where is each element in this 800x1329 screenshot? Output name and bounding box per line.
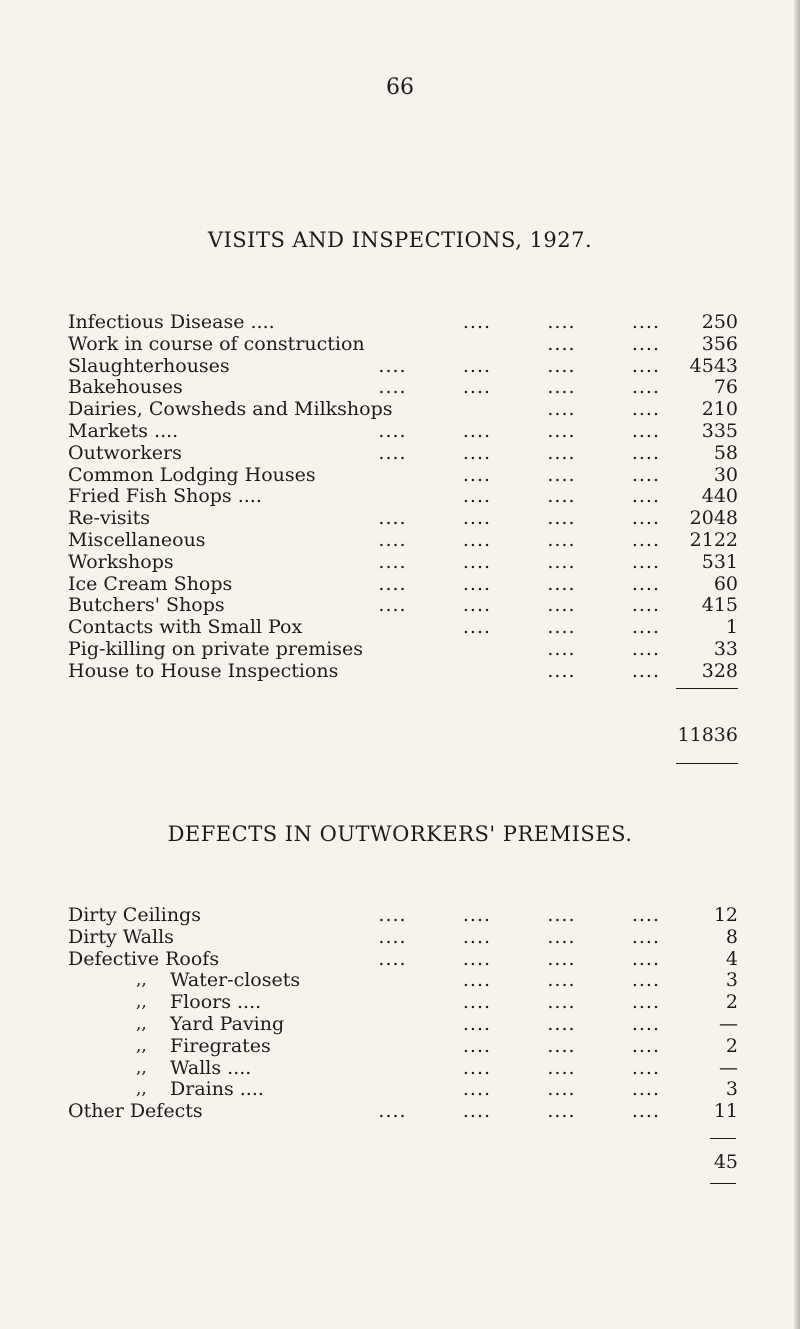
leader-dots: .... .... .... .... (378, 528, 660, 551)
row-label: Pig-killing on private premises (68, 637, 364, 660)
leader-dots: .... .... (547, 332, 660, 355)
leader-dots: .... .... (547, 637, 660, 660)
row-value: 356 (701, 332, 738, 355)
table-row (68, 926, 738, 948)
row-label: House to House Inspections (68, 659, 339, 682)
ditto-mark: ,, (136, 970, 147, 991)
row-value: 2 (725, 1034, 738, 1057)
row-label: Firegrates (170, 1034, 271, 1057)
row-label: Re-visits (68, 507, 150, 530)
row-label: Work in course of construction (68, 332, 365, 355)
ditto-mark: ,, (136, 1079, 147, 1100)
row-value: 4543 (689, 354, 738, 377)
row-value: 58 (713, 441, 738, 464)
row-label: Workshops (68, 550, 174, 573)
visits-total: 11836 (677, 724, 738, 746)
row-value: 1 (725, 616, 738, 639)
table-row (68, 1100, 738, 1122)
leader-dots: .... .... .... .... (378, 572, 660, 595)
table-row (68, 638, 738, 660)
table-row (68, 529, 738, 551)
row-value: 30 (713, 463, 738, 486)
row-label: Yard Paving (170, 1012, 285, 1035)
table-row (68, 948, 738, 970)
row-label: Miscellaneous (68, 528, 206, 551)
leader-dots: .... .... .... .... (378, 550, 660, 573)
row-label: Other Defects (68, 1100, 203, 1123)
leader-dots: .... .... .... .... (378, 376, 660, 399)
row-value: 4 (725, 947, 738, 970)
table-row (68, 616, 738, 638)
table-row (68, 464, 738, 486)
row-value: 12 (713, 904, 738, 926)
row-label: Drains .... (170, 1078, 264, 1101)
row-value: 2048 (689, 507, 738, 530)
row-label: Ice Cream Shops (68, 572, 233, 595)
leader-dots: .... .... .... (462, 485, 660, 508)
table-row (68, 398, 738, 420)
visits-total-rule-top (676, 688, 738, 689)
defects-table (68, 904, 738, 1122)
ditto-mark: ,, (136, 1057, 147, 1078)
table-row (68, 420, 738, 442)
leader-dots: .... .... .... (462, 1078, 660, 1101)
row-value: — (719, 1056, 738, 1079)
leader-dots: .... .... .... (462, 616, 660, 639)
leader-dots: .... .... .... .... (378, 441, 660, 464)
leader-dots: .... .... .... (462, 463, 660, 486)
leader-dots: .... .... .... .... (378, 925, 660, 948)
leader-dots: .... .... .... .... (378, 354, 660, 377)
page-number: 66 (386, 75, 414, 100)
leader-dots: .... .... .... .... (378, 507, 660, 530)
table-row (68, 442, 738, 464)
table-row (68, 355, 738, 377)
ditto-mark: ,, (136, 1013, 147, 1034)
table-row (68, 1013, 738, 1035)
ditto-mark: ,, (136, 992, 147, 1013)
row-label: Fried Fish Shops .... (68, 485, 262, 508)
leader-dots: .... .... .... (462, 969, 660, 992)
row-value: 8 (725, 925, 738, 948)
defects-total-rule-bottom (710, 1183, 736, 1184)
table-row (68, 1078, 738, 1100)
row-label: Contacts with Small Pox (68, 616, 303, 639)
leader-dots: .... .... .... (462, 1056, 660, 1079)
row-label: Defective Roofs (68, 947, 220, 970)
table-row (68, 1035, 738, 1057)
table-row (68, 594, 738, 616)
table-row (68, 507, 738, 529)
row-value: 335 (701, 419, 738, 442)
table-row (68, 969, 738, 991)
table-row (68, 376, 738, 398)
ditto-mark: ,, (136, 1035, 147, 1056)
row-value: 2122 (689, 528, 738, 551)
leader-dots: .... .... .... (462, 311, 660, 333)
defects-total-rule-top (710, 1138, 736, 1139)
visits-total-rule-bottom (676, 763, 738, 764)
leader-dots: .... .... .... .... (378, 594, 660, 617)
table-row (68, 1057, 738, 1079)
visits-heading: VISITS AND INSPECTIONS, 1927. (207, 228, 593, 252)
row-value: — (719, 1012, 738, 1035)
leader-dots: .... .... (547, 659, 660, 682)
row-label: Butchers' Shops (68, 594, 225, 617)
row-label: Floors .... (170, 991, 262, 1014)
row-label: Dirty Walls (68, 925, 174, 948)
row-value: 3 (725, 969, 738, 992)
row-value: 415 (701, 594, 738, 617)
table-row (68, 904, 738, 926)
leader-dots: .... .... (547, 398, 660, 421)
row-label: Dairies, Cowsheds and Milkshops (68, 398, 393, 421)
row-value: 328 (701, 659, 738, 682)
row-label: Water-closets (170, 969, 301, 992)
defects-total: 45 (713, 1151, 738, 1173)
table-row (68, 485, 738, 507)
row-value: 440 (701, 485, 738, 508)
leader-dots: .... .... .... .... (378, 947, 660, 970)
defects-heading: DEFECTS IN OUTWORKERS' PREMISES. (167, 822, 633, 846)
leader-dots: .... .... .... .... (378, 1100, 660, 1123)
visits-table (68, 311, 738, 682)
row-value: 250 (701, 311, 738, 333)
leader-dots: .... .... .... .... (378, 904, 660, 926)
row-label: Common Lodging Houses (68, 463, 316, 486)
leader-dots: .... .... .... (462, 1012, 660, 1035)
row-value: 2 (725, 991, 738, 1014)
row-value: 11 (713, 1100, 738, 1123)
row-label: Slaughterhouses (68, 354, 230, 377)
table-row (68, 311, 738, 333)
leader-dots: .... .... .... (462, 1034, 660, 1057)
row-label: Markets .... (68, 419, 179, 442)
row-label: Dirty Ceilings (68, 904, 201, 926)
row-label: Infectious Disease .... (68, 311, 275, 333)
table-row (68, 551, 738, 573)
table-row (68, 573, 738, 595)
leader-dots: .... .... .... .... (378, 419, 660, 442)
row-label: Bakehouses (68, 376, 183, 399)
table-row (68, 991, 738, 1013)
row-label: Outworkers (68, 441, 182, 464)
row-value: 76 (713, 376, 738, 399)
table-row (68, 333, 738, 355)
row-value: 3 (725, 1078, 738, 1101)
page-edge-shadow (794, 0, 800, 1329)
row-label: Walls .... (170, 1056, 252, 1079)
row-value: 60 (713, 572, 738, 595)
row-value: 210 (701, 398, 738, 421)
leader-dots: .... .... .... (462, 991, 660, 1014)
row-value: 531 (701, 550, 738, 573)
row-value: 33 (713, 637, 738, 660)
table-row (68, 660, 738, 682)
